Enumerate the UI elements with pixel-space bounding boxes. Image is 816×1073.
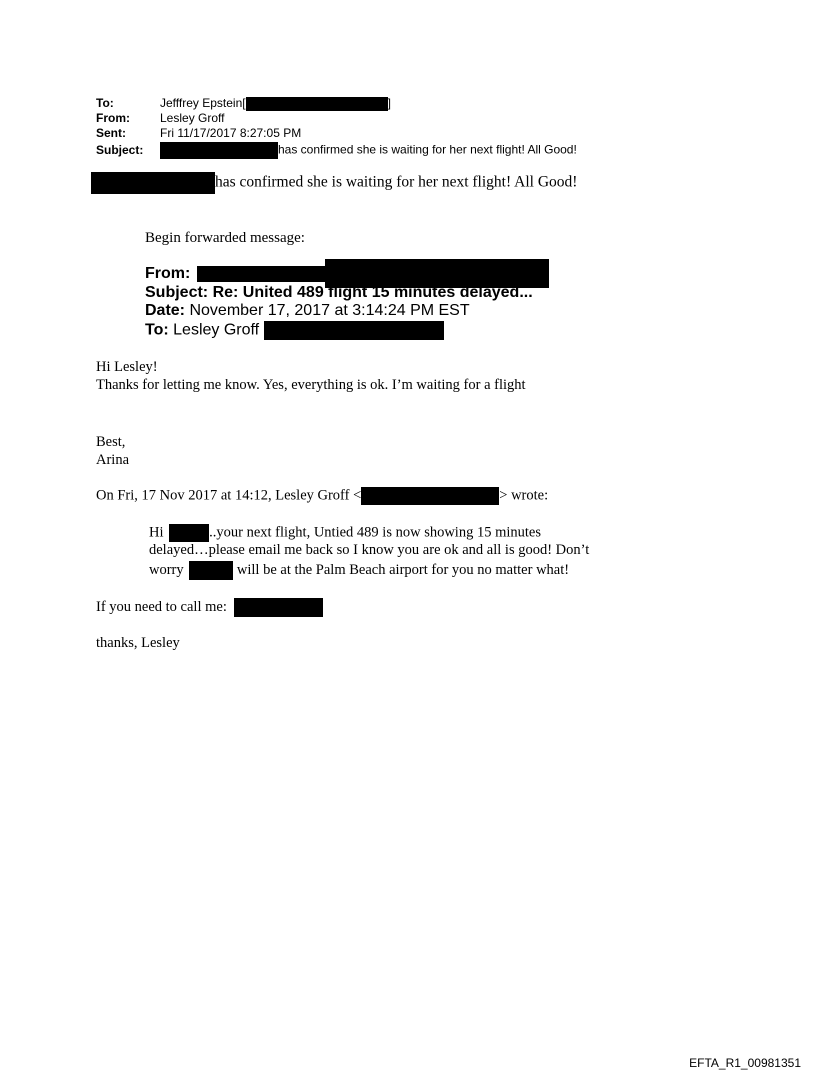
intro-text: has confirmed she is waiting for her next flight! All Good! bbox=[215, 173, 578, 191]
sent-value: Fri 11/17/2017 8:27:05 PM bbox=[160, 126, 302, 140]
subject-text: has confirmed she is waiting for her next flight! All Good! bbox=[278, 142, 577, 157]
sign-best: Best, bbox=[96, 434, 126, 450]
from-value: Lesley Groff bbox=[160, 111, 225, 125]
quote-line3-text: will be at the Palm Beach airport for you no matter what! bbox=[236, 561, 570, 578]
quote-hi: Hi bbox=[149, 524, 164, 541]
quote-line-3 bbox=[149, 561, 569, 580]
fwd-to-value: Lesley Groff bbox=[173, 321, 260, 339]
quote-intro-prefix: On Fri, 17 Nov 2017 at 14:12, Lesley Groff < bbox=[96, 487, 362, 504]
quote-intro bbox=[96, 487, 548, 505]
redaction-box bbox=[264, 321, 444, 340]
subject-label: Subject: bbox=[96, 143, 144, 157]
redaction-box bbox=[91, 172, 215, 194]
thanks-line: thanks, Lesley bbox=[96, 635, 180, 651]
fwd-subject-line bbox=[145, 284, 533, 302]
redaction-box bbox=[234, 598, 323, 617]
quote-line-2: delayed…please email me back so I know you are ok and all is good! Don’t bbox=[149, 542, 590, 558]
sign-name: Arina bbox=[96, 452, 130, 468]
fwd-subject-label: Subject: bbox=[145, 284, 209, 301]
reply-line: Thanks for letting me know. Yes, everything is ok. I’m waiting for a flight bbox=[96, 377, 526, 393]
fwd-to-label: To: bbox=[145, 321, 169, 339]
to-name: Jefffrey Epstein[ bbox=[160, 96, 246, 110]
quote-intro-suffix: > wrote: bbox=[499, 487, 549, 504]
to-label: To: bbox=[96, 96, 114, 110]
redaction-box bbox=[169, 524, 209, 542]
intro-line bbox=[91, 172, 577, 194]
to-close-bracket: ] bbox=[387, 96, 391, 110]
call-text: If you need to call me: bbox=[96, 598, 227, 615]
redaction-box bbox=[160, 142, 278, 159]
fwd-subject-value: Re: United 489 flight 15 minutes delayed... bbox=[212, 284, 533, 301]
quote-line1-text: ..your next flight, Untied 489 is now showing 15 minutes bbox=[209, 524, 541, 541]
document-id: EFTA_R1_00981351 bbox=[689, 1056, 801, 1070]
fwd-to-line bbox=[145, 321, 444, 340]
redaction-box bbox=[189, 561, 233, 580]
redaction-box bbox=[361, 487, 499, 505]
fwd-from-label: From: bbox=[145, 265, 191, 282]
fwd-date-line bbox=[145, 302, 470, 320]
quote-line-1 bbox=[149, 524, 541, 542]
fwd-date-label: Date: bbox=[145, 302, 186, 319]
to-value bbox=[160, 96, 391, 111]
redaction-box bbox=[246, 97, 388, 111]
call-line bbox=[96, 598, 323, 617]
from-label: From: bbox=[96, 111, 130, 125]
fwd-from-line bbox=[145, 265, 327, 283]
quote-worry: worry bbox=[149, 561, 184, 578]
sent-label: Sent: bbox=[96, 126, 126, 140]
redaction-box bbox=[197, 266, 327, 282]
begin-forwarded: Begin forwarded message: bbox=[145, 230, 305, 246]
subject-value bbox=[160, 142, 577, 159]
fwd-date-value: November 17, 2017 at 3:14:24 PM EST bbox=[189, 302, 470, 319]
reply-greeting: Hi Lesley! bbox=[96, 359, 158, 375]
